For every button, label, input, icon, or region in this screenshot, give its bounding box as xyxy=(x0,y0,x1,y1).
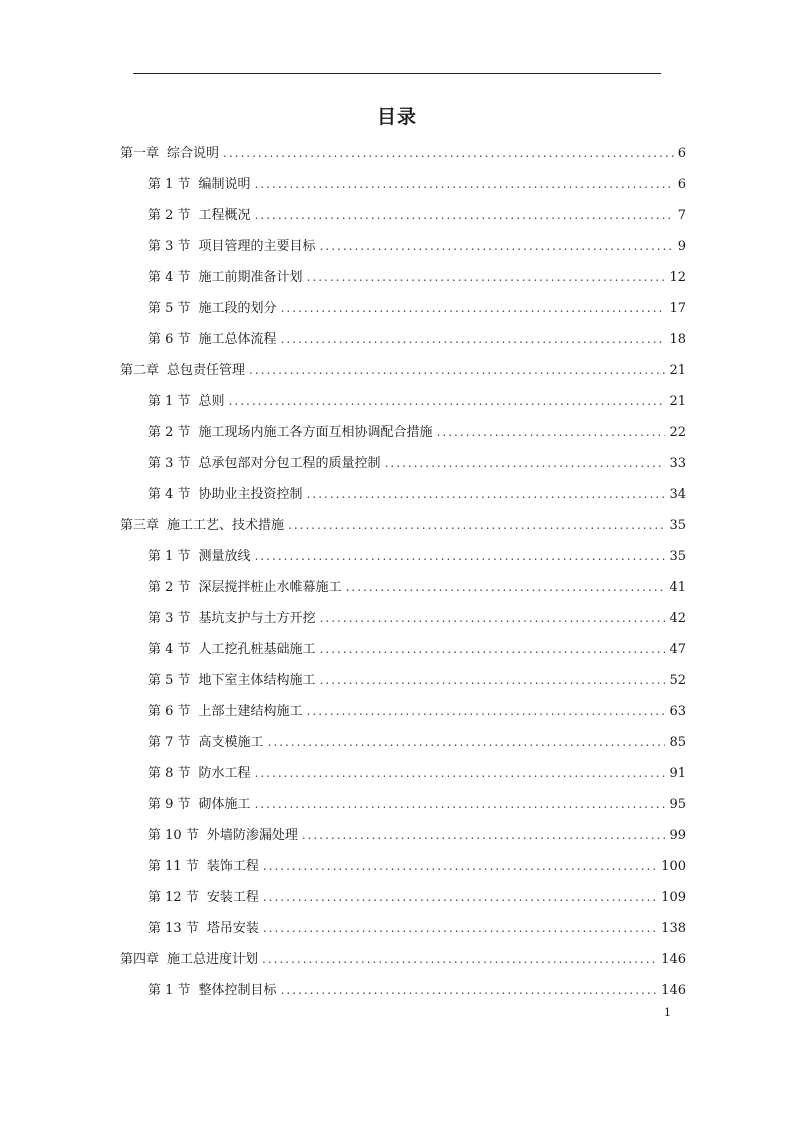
toc-entry-label xyxy=(148,639,316,661)
toc-entry-label xyxy=(148,670,316,692)
toc-entry-number: 第 1 节 xyxy=(148,983,191,998)
dot-leader xyxy=(320,669,666,691)
dot-leader xyxy=(437,421,666,443)
toc-entry-title: 外墙防渗漏处理 xyxy=(206,828,298,843)
page-title: 目录 xyxy=(376,106,417,128)
dot-leader xyxy=(346,576,666,598)
toc-entry-title: 施工现场内施工各方面互相协调配合措施 xyxy=(198,425,433,440)
toc-entry-page: 47 xyxy=(669,642,686,657)
dot-leader xyxy=(263,855,657,877)
toc-section-entry[interactable] xyxy=(120,855,686,886)
toc-entry-number: 第 2 节 xyxy=(148,208,191,223)
toc-entry-title: 深层搅拌桩止水帷幕施工 xyxy=(198,580,342,595)
toc-section-entry[interactable] xyxy=(120,204,686,235)
toc-entry-label xyxy=(148,918,259,940)
toc-entry-title: 项目管理的主要目标 xyxy=(198,239,316,254)
toc-entry-label xyxy=(148,608,316,630)
toc-entry-page: 42 xyxy=(669,611,686,626)
toc-entry-page: 18 xyxy=(669,332,686,347)
toc-entry-number: 第 12 节 xyxy=(148,890,199,905)
dot-leader xyxy=(281,979,658,1001)
toc-chapter-entry[interactable] xyxy=(120,514,686,545)
toc-entry-label xyxy=(148,267,303,289)
toc-entry-page: 109 xyxy=(661,890,686,905)
dot-leader xyxy=(255,793,666,815)
toc-entry-page: 95 xyxy=(669,797,686,812)
toc-section-entry[interactable] xyxy=(120,421,686,452)
toc-entry-page: 35 xyxy=(669,549,686,564)
toc-entry-number: 第 3 节 xyxy=(148,611,191,626)
toc-section-entry[interactable] xyxy=(120,762,686,793)
toc-entry-title: 总则 xyxy=(198,394,225,409)
toc-entry-number: 第 4 节 xyxy=(148,270,191,285)
toc-entry-label xyxy=(148,174,251,196)
toc-entry-label xyxy=(148,298,277,320)
toc-section-entry[interactable] xyxy=(120,328,686,359)
toc-entry-number: 第 8 节 xyxy=(148,766,191,781)
toc-section-entry[interactable] xyxy=(120,731,686,762)
toc-entry-title: 上部土建结构施工 xyxy=(198,704,303,719)
toc-entry-title: 整体控制目标 xyxy=(198,983,277,998)
dot-leader xyxy=(223,142,674,164)
toc-entry-label xyxy=(148,546,251,568)
toc-entry-number: 第 9 节 xyxy=(148,797,191,812)
toc-section-entry[interactable] xyxy=(120,390,686,421)
toc-entry-page: 35 xyxy=(669,518,686,533)
dot-leader xyxy=(320,235,674,257)
dot-leader xyxy=(255,762,666,784)
toc-entry-page: 9 xyxy=(677,239,686,254)
toc-chapter-entry[interactable] xyxy=(120,142,686,173)
dot-leader xyxy=(249,359,665,381)
toc-entry-title: 协助业主投资控制 xyxy=(198,487,303,502)
dot-leader xyxy=(281,297,666,319)
toc-entry-page: 138 xyxy=(661,921,686,936)
toc-entry-number: 第 7 节 xyxy=(148,735,191,750)
toc-entry-number: 第 1 节 xyxy=(148,549,191,564)
dot-leader xyxy=(263,917,657,939)
toc-section-entry[interactable] xyxy=(120,638,686,669)
dot-leader xyxy=(281,328,666,350)
page-number: 1 xyxy=(664,1006,671,1019)
toc-entry-label xyxy=(148,205,251,227)
toc-section-entry[interactable] xyxy=(120,297,686,328)
toc-entry-label xyxy=(148,887,259,909)
toc-entry-page: 22 xyxy=(669,425,686,440)
toc-entry-page: 91 xyxy=(669,766,686,781)
toc-entry-number: 第 10 节 xyxy=(148,828,199,843)
toc-entry-title: 高支模施工 xyxy=(198,735,264,750)
toc-entry-number: 第 2 节 xyxy=(148,425,191,440)
toc-entry-title: 安装工程 xyxy=(206,890,259,905)
dot-leader xyxy=(307,266,666,288)
toc-entry-number: 第一章 xyxy=(120,146,160,161)
dot-leader xyxy=(268,731,666,753)
toc-section-entry[interactable] xyxy=(120,576,686,607)
toc-entry-number: 第 13 节 xyxy=(148,921,199,936)
dot-leader xyxy=(320,607,666,629)
toc-entry-label xyxy=(148,236,316,258)
dot-leader xyxy=(255,545,666,567)
toc-chapter-entry[interactable] xyxy=(120,948,686,979)
toc-section-entry[interactable] xyxy=(120,545,686,576)
toc-entry-number: 第 1 节 xyxy=(148,394,191,409)
toc-entry-label xyxy=(148,856,259,878)
toc-entry-label xyxy=(120,143,219,165)
toc-entry-label xyxy=(120,360,245,382)
toc-entry-label xyxy=(148,391,225,413)
toc-entry-number: 第 6 节 xyxy=(148,332,191,347)
toc-entry-number: 第 2 节 xyxy=(148,580,191,595)
toc-entry-title: 编制说明 xyxy=(198,177,251,192)
toc-entry-page: 21 xyxy=(669,394,686,409)
dot-leader xyxy=(255,173,674,195)
dot-leader xyxy=(385,452,666,474)
toc-section-entry[interactable] xyxy=(120,824,686,855)
toc-entry-label xyxy=(148,577,342,599)
toc-entry-title: 施工前期准备计划 xyxy=(198,270,303,285)
toc-entry-title: 总承包部对分包工程的质量控制 xyxy=(198,456,381,471)
toc-entry-number: 第 11 节 xyxy=(148,859,199,874)
toc-entry-label xyxy=(120,949,258,971)
toc-entry-page: 33 xyxy=(669,456,686,471)
toc-entry-page: 146 xyxy=(661,983,686,998)
toc-entry-title: 塔吊安装 xyxy=(206,921,259,936)
toc-section-entry[interactable] xyxy=(120,700,686,731)
toc-section-entry[interactable] xyxy=(120,979,686,1010)
toc-entry-label xyxy=(148,825,298,847)
toc-section-entry[interactable] xyxy=(120,669,686,700)
toc-section-entry[interactable] xyxy=(120,607,686,638)
toc-entry-title: 施工工艺、技术措施 xyxy=(167,518,285,533)
dot-leader xyxy=(320,638,666,660)
toc-entry-page: 85 xyxy=(669,735,686,750)
toc-entry-number: 第二章 xyxy=(120,363,160,378)
toc-entry-page: 99 xyxy=(669,828,686,843)
dot-leader xyxy=(262,948,657,970)
toc-section-entry[interactable] xyxy=(120,452,686,483)
toc-entry-page: 6 xyxy=(677,146,686,161)
toc-section-entry[interactable] xyxy=(120,266,686,297)
dot-leader xyxy=(307,700,666,722)
toc-entry-number: 第三章 xyxy=(120,518,160,533)
toc-entry-title: 地下室主体结构施工 xyxy=(198,673,316,688)
toc-entry-title: 施工总进度计划 xyxy=(167,952,259,967)
toc-entry-page: 17 xyxy=(669,301,686,316)
dot-leader xyxy=(302,824,666,846)
toc-entry-number: 第 4 节 xyxy=(148,642,191,657)
toc-entry-label xyxy=(148,701,303,723)
toc-entry-number: 第 5 节 xyxy=(148,301,191,316)
toc-entry-page: 7 xyxy=(677,208,686,223)
toc-entry-title: 施工总体流程 xyxy=(198,332,277,347)
toc-entry-label xyxy=(148,453,381,475)
toc-section-entry[interactable] xyxy=(120,235,686,266)
toc-entry-number: 第 5 节 xyxy=(148,673,191,688)
toc-entry-number: 第四章 xyxy=(120,952,160,967)
toc-entry-title: 装饰工程 xyxy=(206,859,259,874)
toc-section-entry[interactable] xyxy=(120,917,686,948)
toc-entry-label xyxy=(120,515,284,537)
toc-entry-page: 34 xyxy=(669,487,686,502)
dot-leader xyxy=(263,886,657,908)
toc-entry-title: 砌体施工 xyxy=(198,797,251,812)
toc-entry-number: 第 6 节 xyxy=(148,704,191,719)
toc-entry-page: 146 xyxy=(661,952,686,967)
toc-entry-title: 工程概况 xyxy=(198,208,251,223)
toc-entry-page: 100 xyxy=(661,859,686,874)
table-of-contents xyxy=(120,142,686,1010)
toc-entry-label xyxy=(148,484,303,506)
toc-section-entry[interactable] xyxy=(120,483,686,514)
toc-entry-title: 总包责任管理 xyxy=(167,363,246,378)
toc-entry-label xyxy=(148,422,433,444)
toc-entry-label xyxy=(148,732,264,754)
toc-entry-number: 第 1 节 xyxy=(148,177,191,192)
toc-section-entry[interactable] xyxy=(120,793,686,824)
dot-leader xyxy=(307,483,666,505)
toc-entry-label xyxy=(148,763,251,785)
toc-entry-title: 施工段的划分 xyxy=(198,301,277,316)
toc-entry-label xyxy=(148,329,277,351)
toc-entry-title: 基坑支护与土方开挖 xyxy=(198,611,316,626)
toc-entry-label xyxy=(148,794,251,816)
toc-entry-title: 防水工程 xyxy=(198,766,251,781)
dot-leader xyxy=(288,514,665,536)
toc-entry-title: 人工挖孔桩基础施工 xyxy=(198,642,316,657)
dot-leader xyxy=(255,204,674,226)
toc-entry-number: 第 3 节 xyxy=(148,239,191,254)
toc-entry-number: 第 4 节 xyxy=(148,487,191,502)
toc-entry-title: 综合说明 xyxy=(167,146,220,161)
dot-leader xyxy=(229,390,666,412)
toc-chapter-entry[interactable] xyxy=(120,359,686,390)
toc-entry-page: 41 xyxy=(669,580,686,595)
toc-section-entry[interactable] xyxy=(120,886,686,917)
header-rule xyxy=(133,73,661,74)
toc-entry-page: 63 xyxy=(669,704,686,719)
toc-entry-page: 6 xyxy=(677,177,686,192)
toc-entry-page: 52 xyxy=(669,673,686,688)
toc-entry-number: 第 3 节 xyxy=(148,456,191,471)
toc-entry-label xyxy=(148,980,277,1002)
toc-entry-page: 12 xyxy=(669,270,686,285)
toc-entry-title: 测量放线 xyxy=(198,549,251,564)
toc-section-entry[interactable] xyxy=(120,173,686,204)
toc-entry-page: 21 xyxy=(669,363,686,378)
